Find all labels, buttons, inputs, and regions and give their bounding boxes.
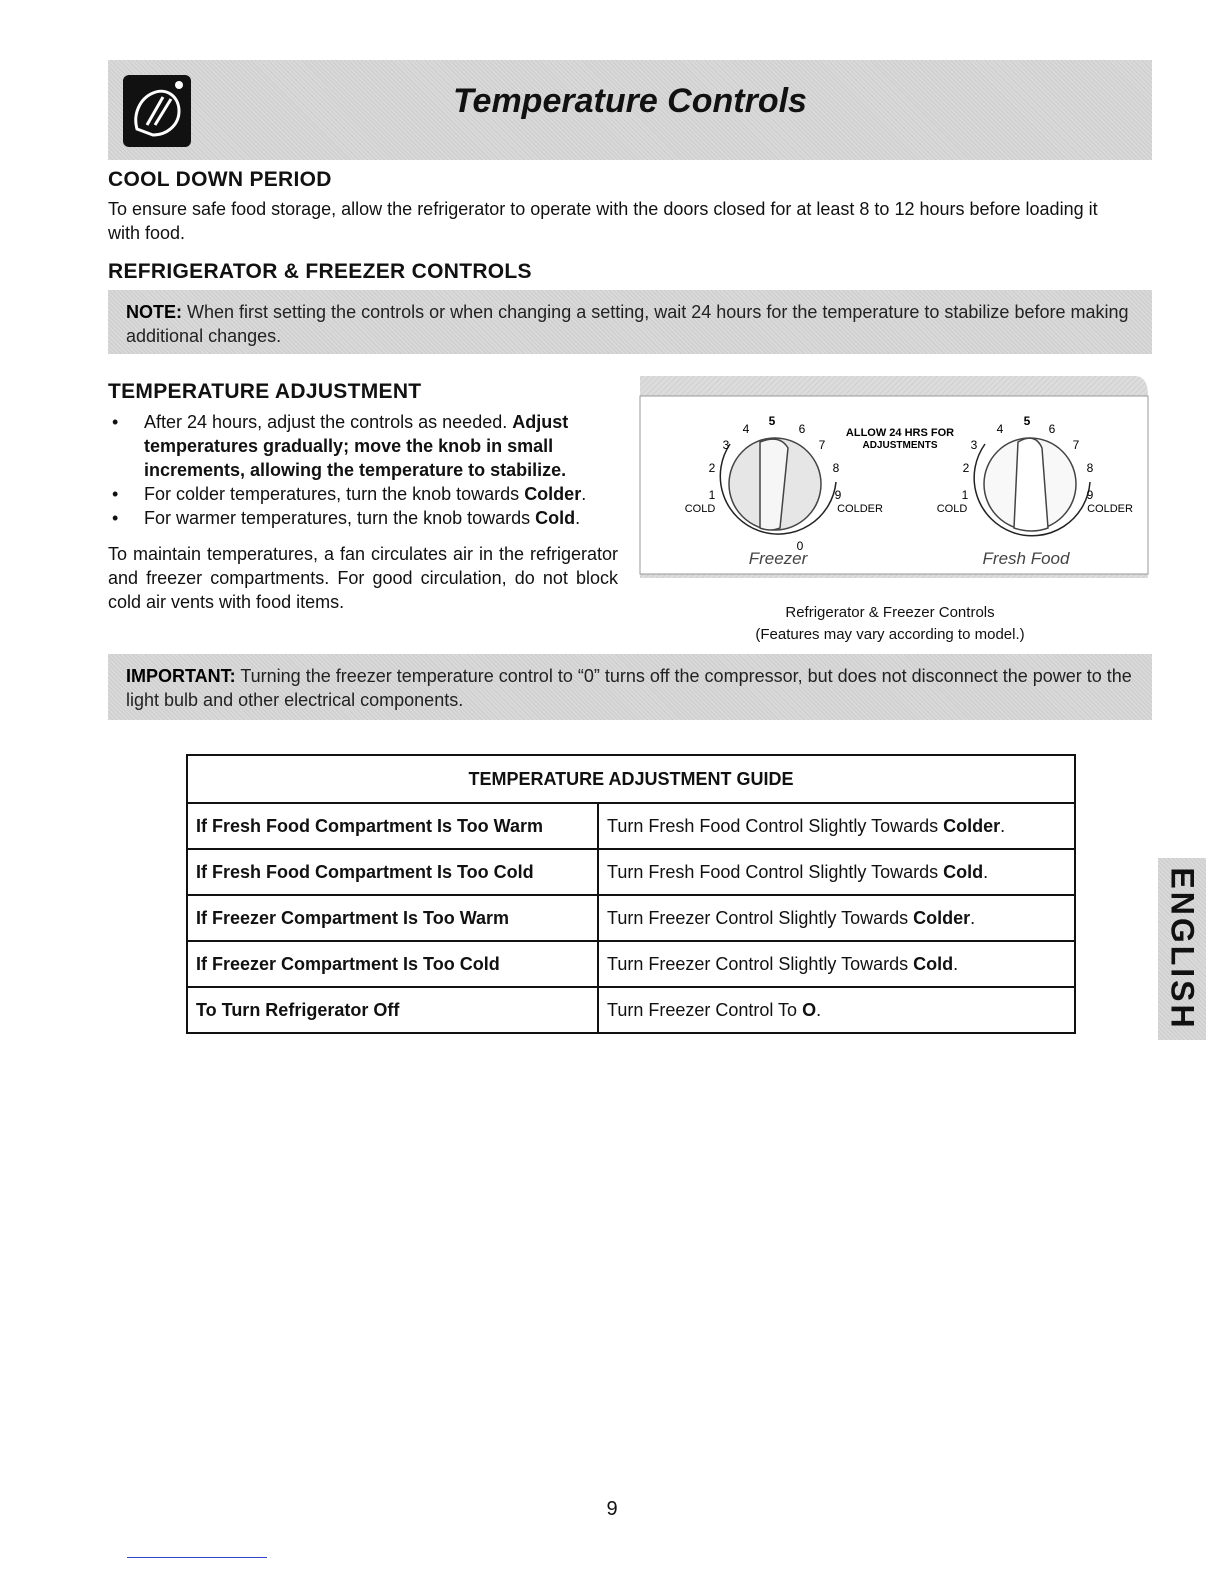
bullet-item: • After 24 hours, adjust the controls as needed. Adjust temperatures gradually; move the knob in small increments, allowing the temperature to stabilize.	[112, 412, 569, 480]
fresh-food-label: Fresh Food	[982, 549, 1070, 568]
freezer-number: 3	[722, 438, 730, 452]
table-row	[187, 987, 1075, 1033]
action-text: Turn Freezer Control To	[607, 999, 803, 1020]
bullet-item: • For colder temperatures, turn the knob towards Colder.	[112, 484, 587, 504]
bullet-text: For colder temperatures, turn the knob towards	[144, 484, 525, 504]
fresh-number: 4	[996, 422, 1004, 436]
action-end: .	[953, 953, 959, 974]
guide-condition: If Fresh Food Compartment Is Too Cold	[187, 849, 598, 895]
bullet-text: For warmer temperatures, turn the knob towards	[144, 508, 536, 528]
guide-action	[598, 803, 1075, 849]
allow-24-hrs-line1: ALLOW 24 HRS FOR	[845, 427, 955, 439]
table-row	[187, 803, 1075, 849]
note-text: When first setting the controls or when changing a setting, wait 24 hours for the temperature to stabilize before making additional changes.	[126, 302, 1129, 346]
temperature-adjustment-guide	[186, 754, 1076, 1034]
action-emphasis: Colder	[943, 815, 1001, 836]
freezer-number: 0	[796, 539, 804, 553]
important-label: IMPORTANT:	[126, 666, 236, 686]
fresh-number: 6	[1048, 422, 1056, 436]
action-text: Turn Freezer Control Slightly Towards	[607, 953, 914, 974]
guide-action	[598, 941, 1075, 987]
guide-condition: If Fresh Food Compartment Is Too Warm	[187, 803, 598, 849]
guide-action	[598, 849, 1075, 895]
table-row	[187, 941, 1075, 987]
maintain-text: To maintain temperatures, a fan circulates air in the refrigerator and freezer compartments. For good circulation, do not block cold air vents with food items.	[108, 544, 618, 612]
adjustment-heading: TEMPERATURE ADJUSTMENT	[108, 380, 422, 403]
fresh-colder-label: COLDER	[1087, 503, 1133, 515]
freezer-number: 4	[742, 422, 750, 436]
language-tab-label: ENGLISH	[1164, 867, 1201, 1031]
guide-action	[598, 895, 1075, 941]
action-text: Turn Fresh Food Control Slightly Towards	[607, 861, 944, 882]
cool-down-text: To ensure safe food storage, allow the refrigerator to operate with the doors closed for at least 8 to 12 hours before loading it with food.	[108, 199, 1098, 243]
note-label: NOTE:	[126, 302, 182, 322]
action-text: Turn Fresh Food Control Slightly Towards	[607, 815, 944, 836]
action-end: .	[816, 999, 822, 1020]
language-tab	[1158, 858, 1206, 1040]
fresh-number: 7	[1072, 438, 1080, 452]
action-end: .	[1000, 815, 1006, 836]
action-end: .	[983, 861, 989, 882]
bullet-emphasis: Colder	[524, 484, 582, 504]
action-emphasis: Colder	[913, 907, 971, 928]
bullet-item: • For warmer temperatures, turn the knob towards Cold.	[112, 508, 581, 528]
note-box	[108, 290, 1152, 354]
figure-caption	[680, 602, 1100, 646]
guide-action	[598, 987, 1075, 1033]
bullet-text: After 24 hours, adjust the controls as needed.	[144, 412, 513, 432]
page-title: Temperature Controls	[453, 82, 807, 120]
caption-line-1: Refrigerator & Freezer Controls	[785, 604, 995, 621]
bullet-end: .	[581, 484, 587, 504]
action-text: Turn Freezer Control Slightly Towards	[607, 907, 914, 928]
fresh-cold-label: COLD	[936, 503, 968, 515]
freezer-number: 9	[834, 488, 842, 502]
freezer-number: 2	[708, 461, 716, 475]
table-row	[187, 849, 1075, 895]
freezer-number: 5	[768, 414, 776, 428]
cool-down-heading: COOL DOWN PERIOD	[108, 168, 332, 191]
fresh-knob-handle[interactable]	[1014, 438, 1048, 531]
freezer-number: 1	[708, 488, 716, 502]
fresh-number: 5	[1023, 414, 1031, 428]
freezer-colder-label: COLDER	[837, 503, 883, 515]
bullet-end: .	[575, 508, 581, 528]
important-text: Turning the freezer temperature control to “0” turns off the compressor, but does not disconnect the power to the light bulb and other electrical components.	[126, 666, 1132, 710]
action-emphasis: Cold	[943, 861, 984, 882]
controls-heading: REFRIGERATOR & FREEZER CONTROLS	[108, 260, 532, 283]
adjustment-bullets	[108, 410, 620, 530]
table-row	[187, 895, 1075, 941]
guide-condition: To Turn Refrigerator Off	[187, 987, 598, 1033]
freezer-label: Freezer	[748, 549, 808, 568]
freezer-number: 7	[818, 438, 826, 452]
bullet-emphasis: Cold	[535, 508, 576, 528]
caption-line-2: (Features may vary according to model.)	[755, 626, 1025, 643]
freezer-number: 6	[798, 422, 806, 436]
bullet-emphasis: Adjust temperatures gradually; move the knob in small increments, allowing the temperature to stabilize.	[144, 412, 569, 480]
control-panel-illustration	[630, 372, 1150, 582]
action-emphasis: Cold	[913, 953, 954, 974]
fresh-number: 9	[1086, 488, 1094, 502]
title-banner	[108, 60, 1152, 160]
freezer-number: 8	[832, 461, 840, 475]
guide-condition: If Freezer Compartment Is Too Warm	[187, 895, 598, 941]
page-number: 9	[606, 1498, 618, 1520]
fresh-number: 1	[961, 488, 969, 502]
fresh-number: 2	[962, 461, 970, 475]
freezer-cold-label: COLD	[684, 503, 716, 515]
important-box	[108, 654, 1152, 720]
fresh-number: 3	[970, 438, 978, 452]
footer-divider	[127, 1557, 267, 1558]
action-emphasis: O	[802, 999, 817, 1020]
guide-title: TEMPERATURE ADJUSTMENT GUIDE	[187, 755, 1075, 803]
allow-24-hrs-line2: ADJUSTMENTS	[862, 440, 938, 451]
guide-condition: If Freezer Compartment Is Too Cold	[187, 941, 598, 987]
action-end: .	[970, 907, 976, 928]
fresh-number: 8	[1086, 461, 1094, 475]
